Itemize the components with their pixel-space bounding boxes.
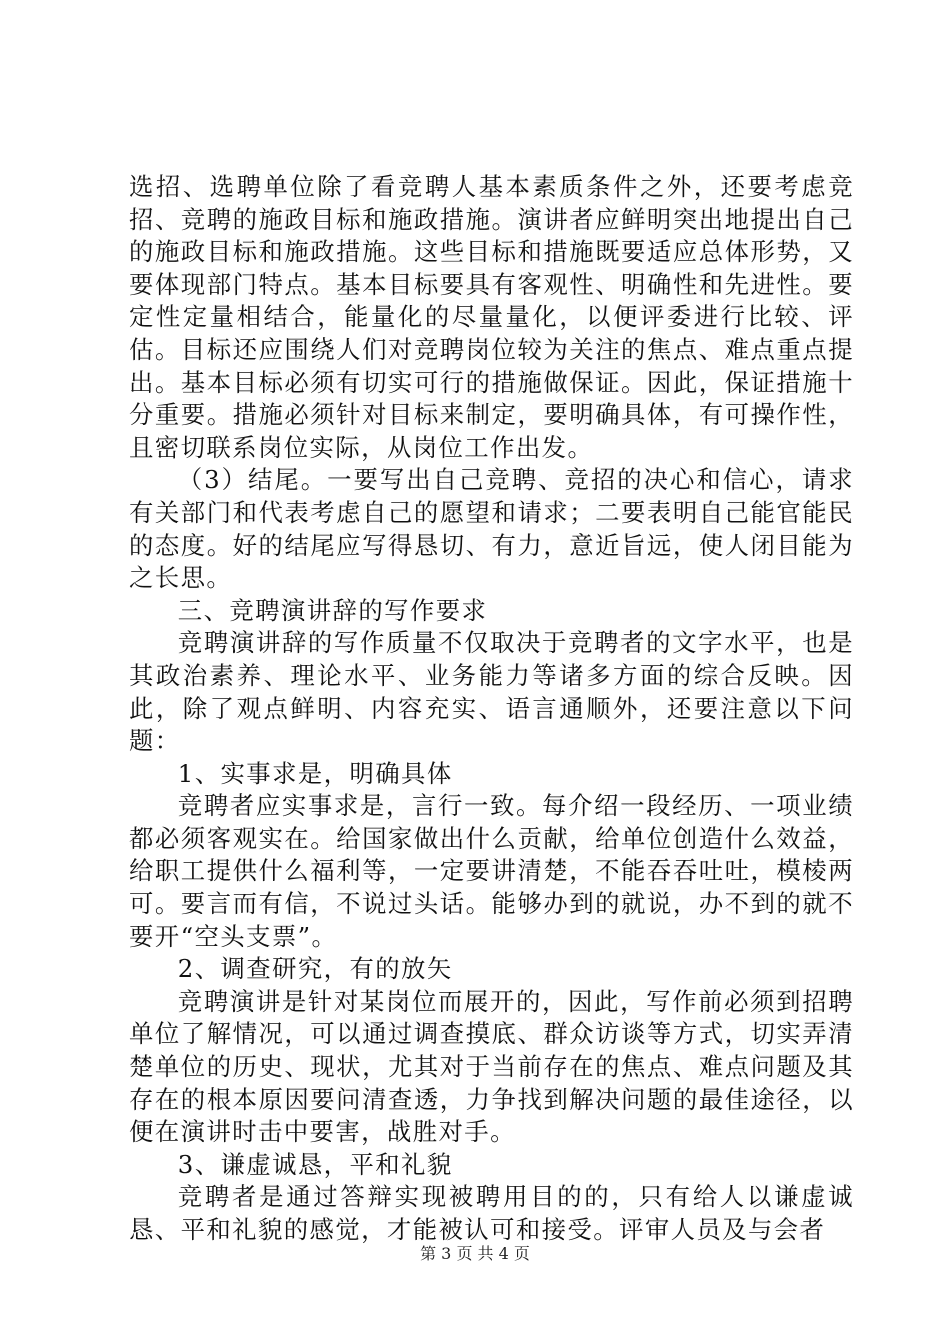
page-number-label: 第 3 页 共 4 页: [420, 1244, 530, 1263]
paragraph-ending-section: （3）结尾。一要写出自己竞聘、竞招的决心和信心，请求有关部门和代表考虑自己的愿望和请求；二要表明自己能官能民的态度。好的结尾应写得恳切、有力，意近旨远，使人闭目能为之长思。: [129, 465, 854, 593]
subheading-modesty: 3、谦虚诚恳，平和礼貌: [177, 1149, 453, 1179]
paragraph-writing-quality: 竞聘演讲辞的写作质量不仅取决于竞聘者的文字水平，也是其政治素养、理论水平、业务能力等诸多方面的综合反映。因此，除了观点鲜明、内容充实、语言通顺外，还要注意以下问题：: [129, 628, 854, 756]
paragraph-research: 竞聘演讲是针对某岗位而展开的，因此，写作前必须到招聘单位了解情况，可以通过调查摸底、群众访谈等方式，切实弄清楚单位的历史、现状，尤其对于当前存在的焦点、难点问题及其存在的根本原因要问清查透，力争找到解决问题的最佳途径，以便在演讲时击中要害，战胜对手。: [129, 986, 854, 1147]
subheading-research: 2、调查研究，有的放矢: [177, 954, 453, 984]
page-footer: [0, 1244, 950, 1264]
paragraph-modesty: 竞聘者是通过答辩实现被聘用目的的，只有给人以谦虚诚恳、平和礼貌的感觉，才能被认可和接受。评审人员及与会者: [129, 1182, 854, 1244]
section-heading-writing-requirements: 三、竞聘演讲辞的写作要求: [177, 595, 488, 625]
subheading-fact-based: 1、实事求是，明确具体: [177, 758, 453, 788]
document-body: [129, 171, 854, 1247]
paragraph-fact-based: 竞聘者应实事求是，言行一致。每介绍一段经历、一项业绩都必须客观实在。给国家做出什么贡献，给单位创造什么效益，给职工提供什么福利等，一定要讲清楚，不能吞吞吐吐，模棱两可。要言而有信，不说过头话。能够办到的就说，办不到的就不要开“空头支票”。: [129, 791, 854, 951]
paragraph-continued-goals: 选招、选聘单位除了看竞聘人基本素质条件之外，还要考虑竞招、竞聘的施政目标和施政措施。演讲者应鲜明突出地提出自己的施政目标和施政措施。这些目标和措施既要适应总体形势，又要体现部门特点。基本目标要具有客观性、明确性和先进性。要定性定量相结合，能量化的尽量量化，以便评委进行比较、评估。目标还应围绕人们对竞聘岗位较为关注的焦点、难点重点提出。基本目标必须有切实可行的措施做保证。因此，保证措施十分重要。措施必须针对目标来制定，要明确具体，有可操作性，且密切联系岗位实际，从岗位工作出发。: [129, 172, 854, 462]
